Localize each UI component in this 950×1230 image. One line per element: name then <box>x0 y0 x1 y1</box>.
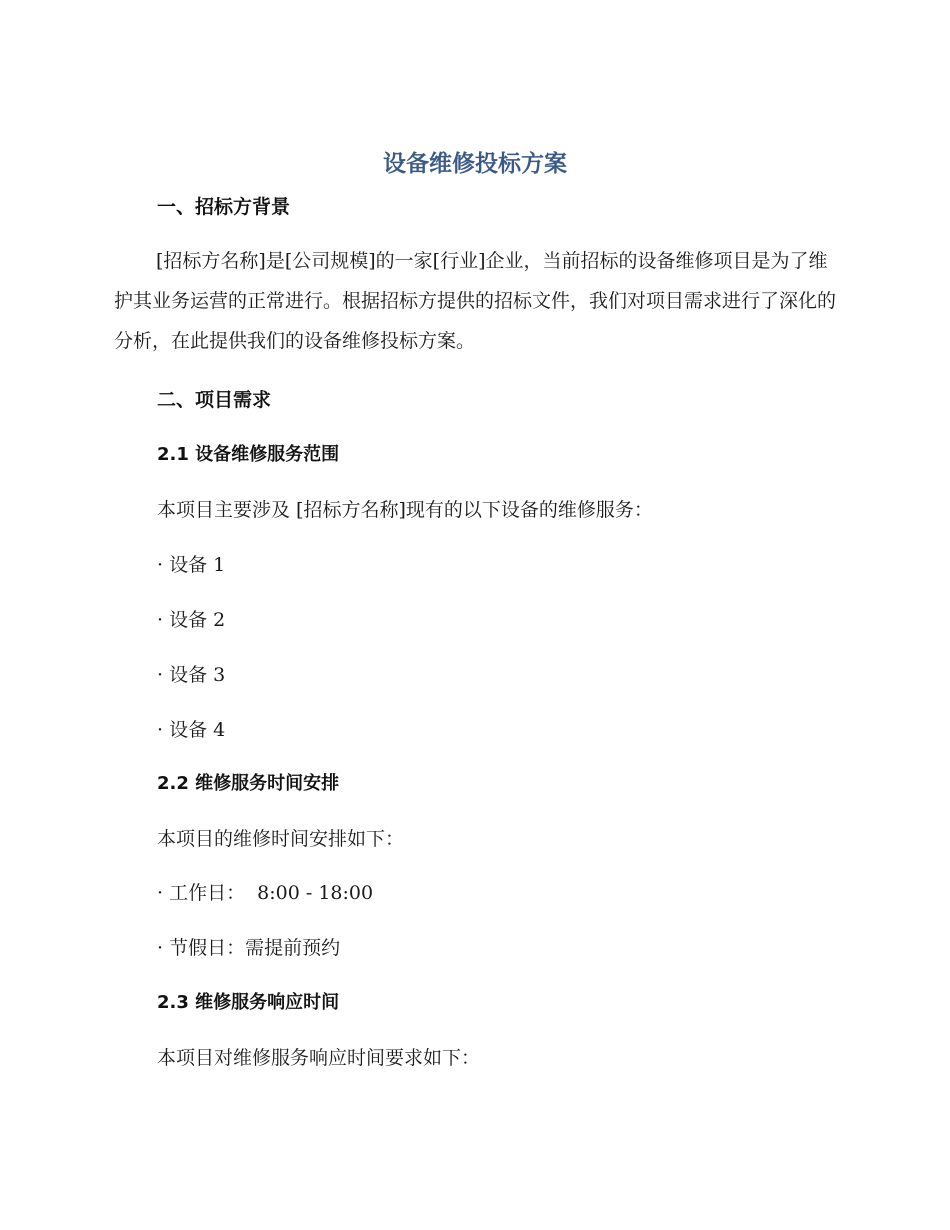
scope-intro: 本项目主要涉及 [招标方名称]现有的以下设备的维修服务： <box>157 499 653 521</box>
schedule-intro: 本项目的维修时间安排如下： <box>157 828 405 850</box>
document-title: 设备维修投标方案 <box>383 151 567 177</box>
list-item: · 节假日：需提前预约 <box>157 937 341 959</box>
background-paragraph: [招标方名称]是[公司规模]的一家[行业]企业，当前招标的设备维修项目是为了维护其业务运营的正常进行。根据招标方提供的招标文件，我们对项目需求进行了深化的分析，在此提供我们的设备维修投标方案。 <box>114 250 837 352</box>
list-item: · 设备 4 <box>157 719 226 741</box>
subsection-heading-schedule: 2.2 维修服务时间安排 <box>157 773 340 794</box>
subsection-heading-scope: 2.1 设备维修服务范围 <box>157 444 340 465</box>
section-heading-requirements: 二、项目需求 <box>157 389 272 411</box>
section-heading-background: 一、招标方背景 <box>157 196 291 218</box>
subsection-heading-response: 2.3 维修服务响应时间 <box>157 992 340 1013</box>
list-item: · 工作日： 8:00 - 18:00 <box>157 882 374 904</box>
list-item: · 设备 3 <box>157 664 226 686</box>
list-item: · 设备 2 <box>157 609 226 631</box>
response-intro: 本项目对维修服务响应时间要求如下： <box>157 1047 481 1069</box>
list-item: · 设备 1 <box>157 554 226 576</box>
